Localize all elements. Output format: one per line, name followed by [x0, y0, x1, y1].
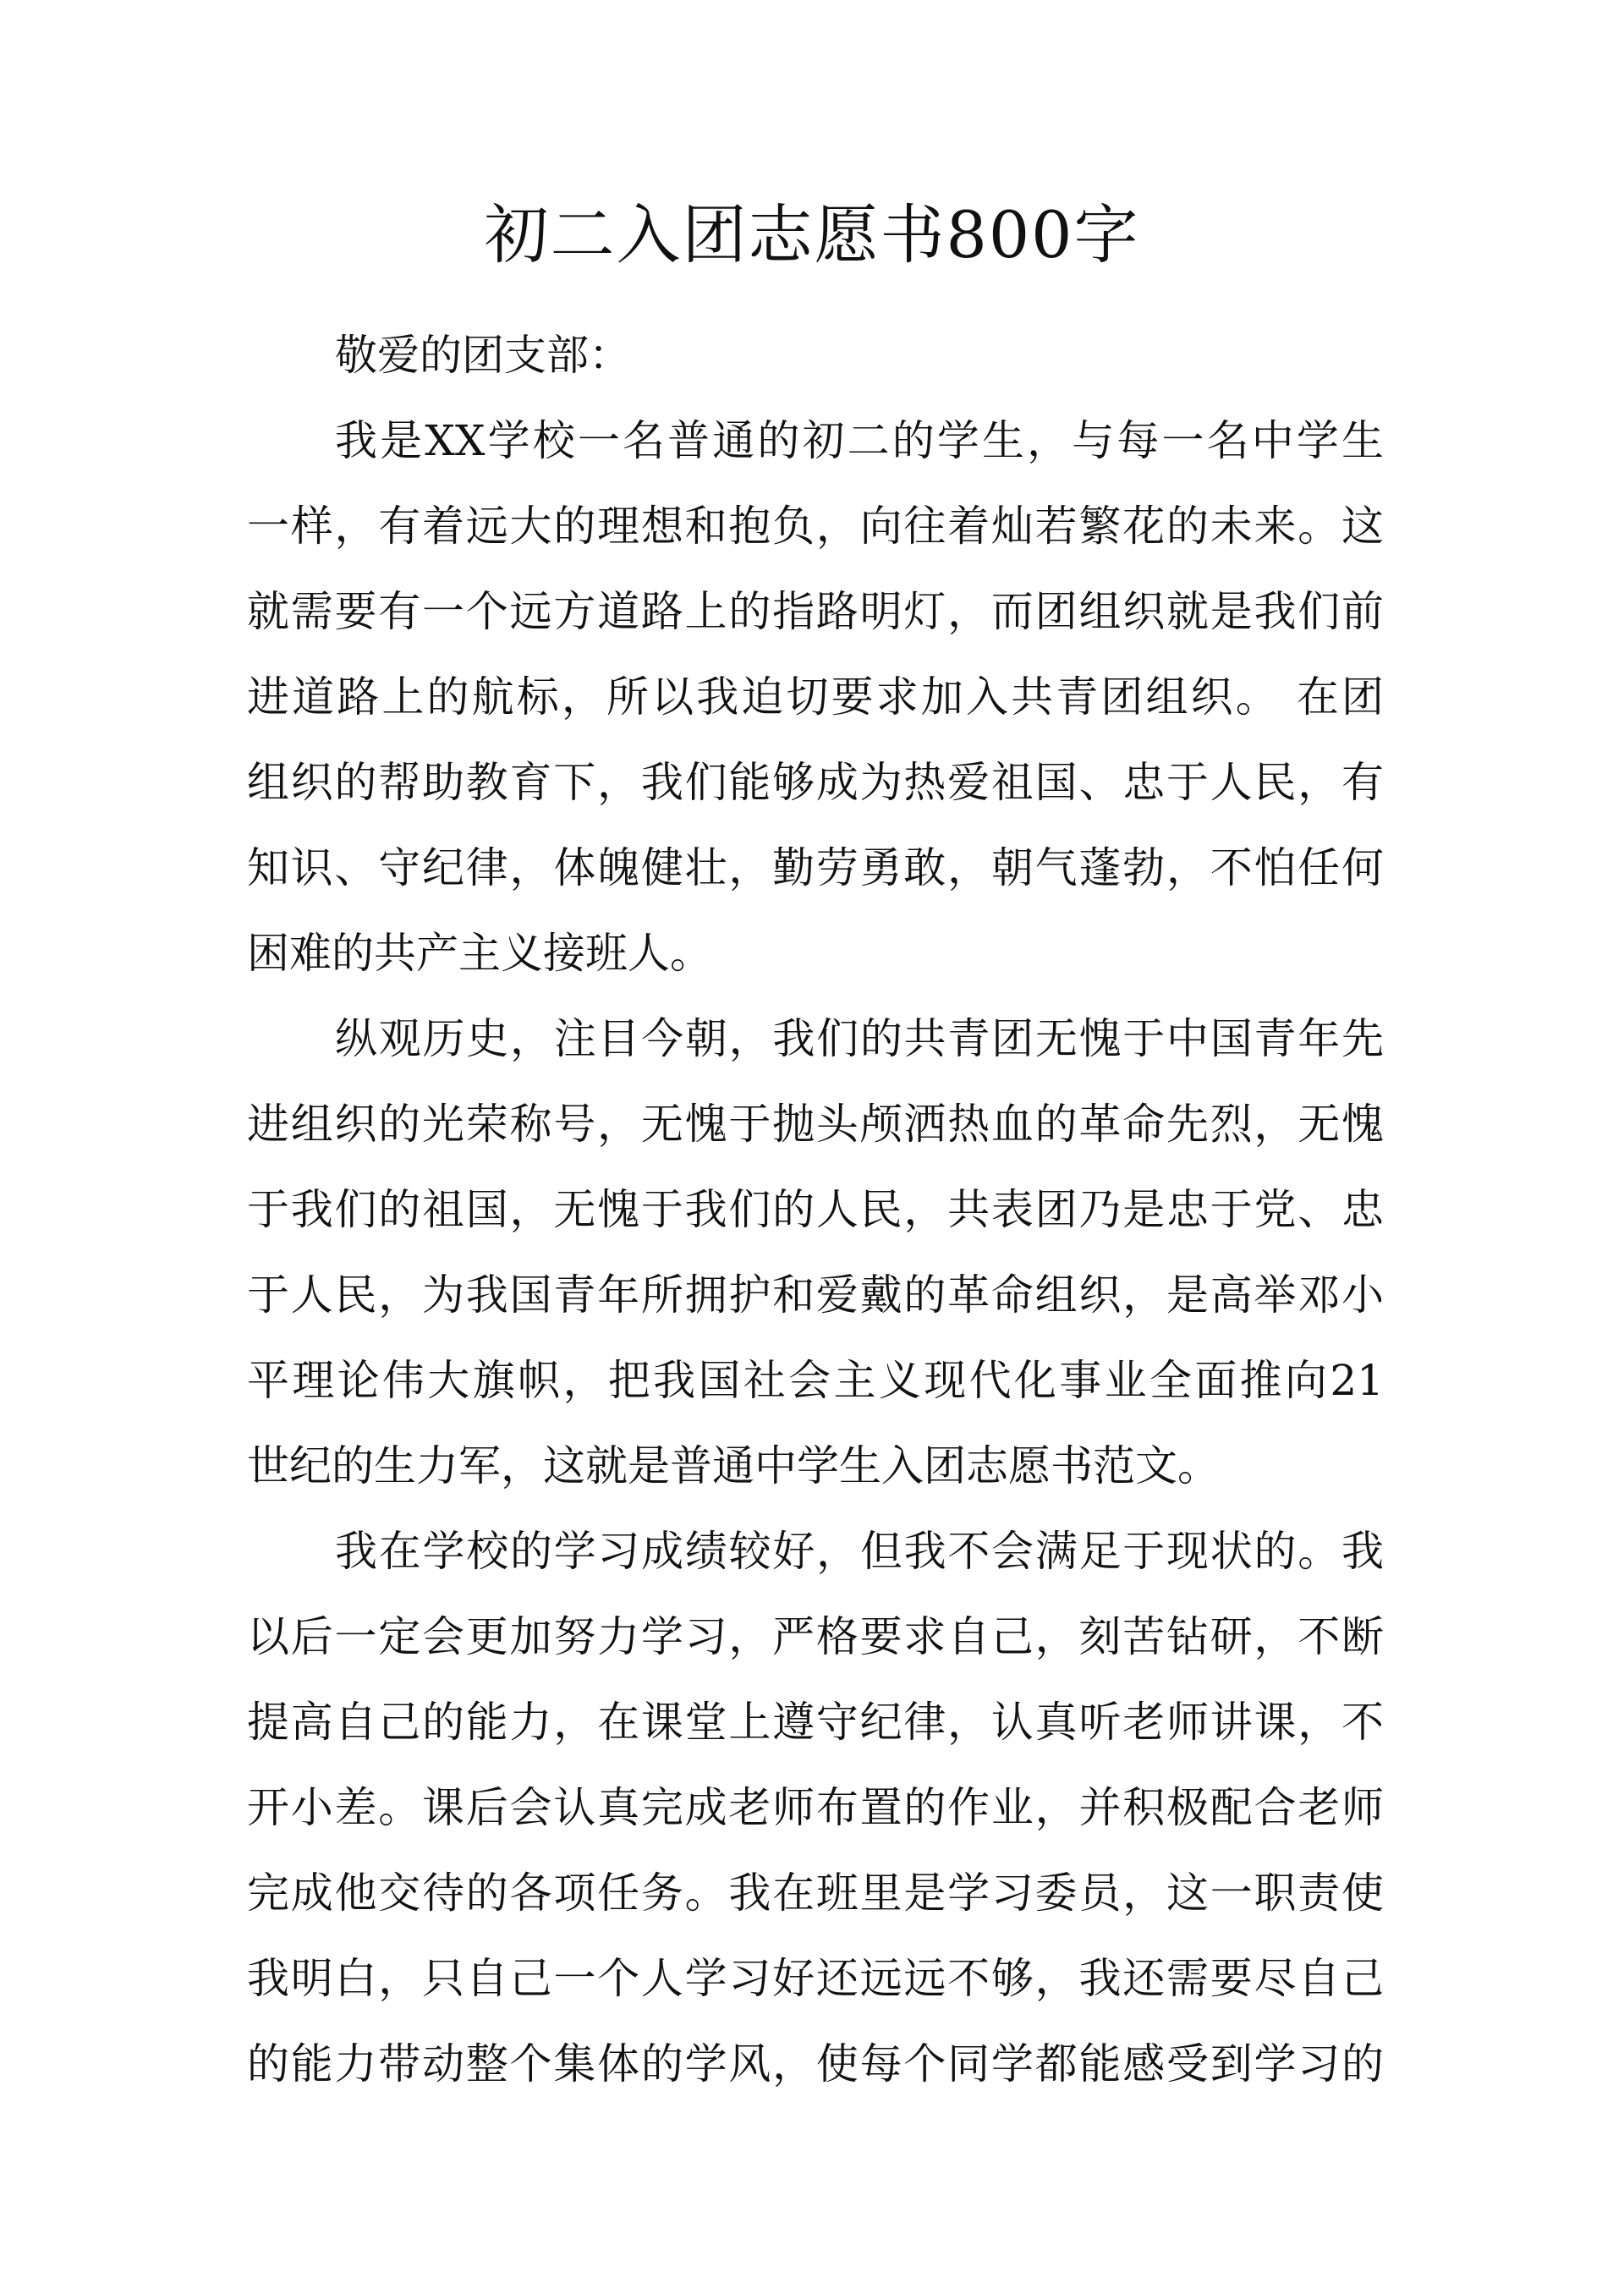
text-line: 进道路上的航标，所以我迫切要求加入共青团组织。 在团	[247, 672, 1384, 722]
text-line: 于人民，为我国青年所拥护和爱戴的革命组织，是高举邓小	[247, 1270, 1384, 1320]
text-line: 一样，有着远大的理想和抱负，向往着灿若繁花的未来。这	[247, 502, 1384, 551]
text-line: 完成他交待的各项任务。我在班里是学习委员，这一职责使	[247, 1869, 1384, 1918]
text-line: 我明白，只自己一个人学习好还远远不够，我还需要尽自己	[247, 1954, 1384, 2003]
text-line: 我是XX学校一名普通的初二的学生，与每一名中学生	[335, 416, 1384, 465]
text-line: 世纪的生力军，这就是普通中学生入团志愿书范文。	[247, 1441, 1220, 1490]
text-line: 纵观历史，注目今朝，我们的共青团无愧于中国青年先	[335, 1014, 1384, 1063]
text-line: 的能力带动整个集体的学风，使每个同学都能感受到学习的	[247, 2039, 1384, 2088]
text-line: 我在学校的学习成绩较好，但我不会满足于现状的。我	[335, 1527, 1384, 1576]
paragraph-history	[247, 996, 1384, 1509]
text-line: 组织的帮助教育下，我们能够成为热爱祖国、忠于人民，有	[247, 758, 1384, 807]
text-line: 以后一定会更加努力学习，严格要求自己，刻苦钻研，不断	[247, 1612, 1384, 1661]
document-body	[247, 313, 1384, 2107]
text-line: 进组织的光荣称号，无愧于抛头颅洒热血的革命先烈，无愧	[247, 1100, 1384, 1149]
text-line: 困难的共产主义接班人。	[247, 929, 712, 978]
page-title: 初二入团志愿书800字	[484, 197, 1140, 272]
paragraph-intro	[247, 398, 1384, 996]
text-line: 平理论伟大旗帜，把我国社会主义现代化事业全面推向21	[247, 1356, 1384, 1405]
text-line: 提高自己的能力，在课堂上遵守纪律，认真听老师讲课，不	[247, 1698, 1384, 1747]
salutation-line: 敬爱的团支部：	[335, 331, 631, 380]
text-line: 开小差。课后会认真完成老师布置的作业，并积极配合老师	[247, 1783, 1384, 1832]
text-line: 就需要有一个远方道路上的指路明灯，而团组织就是我们前	[247, 587, 1384, 636]
text-line: 知识、守纪律，体魄健壮，勤劳勇敢，朝气蓬勃，不怕任何	[247, 843, 1384, 892]
paragraph-study	[247, 1509, 1384, 2107]
text-line: 于我们的祖国，无愧于我们的人民，共表团乃是忠于党、忠	[247, 1185, 1384, 1234]
salutation-paragraph	[247, 313, 1384, 398]
